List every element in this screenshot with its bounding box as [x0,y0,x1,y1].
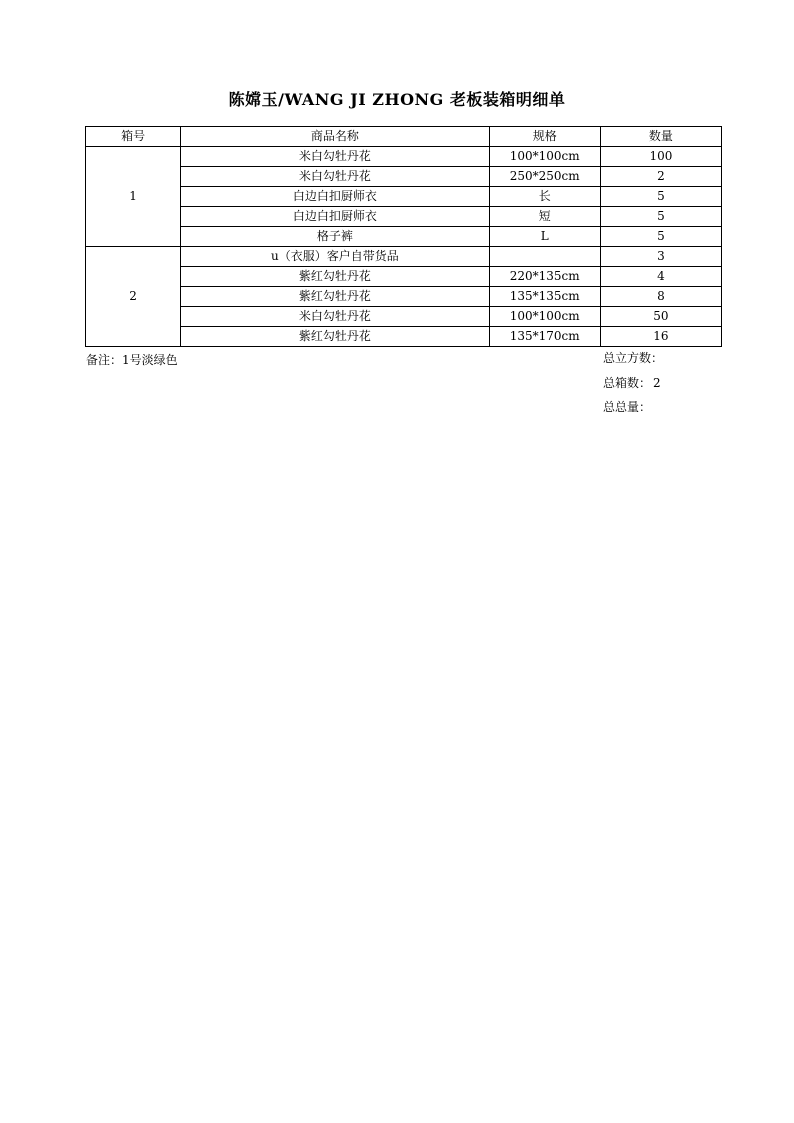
header-specification: 规格 [489,127,600,147]
table-header-row [86,127,722,147]
table-row [86,187,722,207]
document-title: 陈嫦玉/WANG JI ZHONG 老板装箱明细单 [228,90,566,109]
quantity-cell: 2 [600,167,721,187]
quantity-cell: 16 [600,327,721,347]
total-boxes-line [603,374,661,391]
table-row [86,167,722,187]
quantity-cell: 8 [600,287,721,307]
quantity-cell: 5 [600,207,721,227]
quantity-cell: 5 [600,187,721,207]
total-boxes-value: 2 [653,376,661,390]
total-weight-line [603,398,653,415]
box-number-cell: 2 [86,247,181,347]
header-box-number: 箱号 [86,127,181,147]
spec-cell: 135*135cm [489,287,600,307]
spec-cell: 短 [489,207,600,227]
product-name-cell: 米白勾牡丹花 [181,167,489,187]
remarks-note: 备注：1号淡绿色 [86,353,178,367]
product-name-cell: 米白勾牡丹花 [181,147,489,167]
product-name-cell: 白边白扣厨师衣 [181,187,489,207]
quantity-cell: 5 [600,227,721,247]
header-product-name: 商品名称 [181,127,489,147]
spec-cell [489,247,600,267]
quantity-cell: 50 [600,307,721,327]
box-number-cell: 1 [86,147,181,247]
total-boxes-label: 总箱数： [603,376,652,390]
spec-cell: 135*170cm [489,327,600,347]
spec-cell: L [489,227,600,247]
header-quantity: 数量 [600,127,721,147]
total-weight-label: 总总量： [603,400,652,414]
product-name-cell: 格子裤 [181,227,489,247]
product-name-cell: 紫红勾牡丹花 [181,267,489,287]
table-row [86,307,722,327]
total-volume-line [603,349,665,366]
packing-list-table [85,126,722,347]
product-name-cell: 白边白扣厨师衣 [181,207,489,227]
table-row [86,267,722,287]
spec-cell: 100*100cm [489,307,600,327]
spec-cell: 220*135cm [489,267,600,287]
product-name-cell: 紫红勾牡丹花 [181,327,489,347]
product-name-cell: 紫红勾牡丹花 [181,287,489,307]
quantity-cell: 3 [600,247,721,267]
total-volume-label: 总立方数： [603,351,664,365]
spec-cell: 250*250cm [489,167,600,187]
table-row [86,287,722,307]
table-row [86,227,722,247]
quantity-cell: 4 [600,267,721,287]
table-row [86,247,722,267]
table-row [86,207,722,227]
spec-cell: 长 [489,187,600,207]
table-row [86,327,722,347]
product-name-cell: u（衣服）客户自带货品 [181,247,489,267]
spec-cell: 100*100cm [489,147,600,167]
table-row [86,147,722,167]
quantity-cell: 100 [600,147,721,167]
product-name-cell: 米白勾牡丹花 [181,307,489,327]
